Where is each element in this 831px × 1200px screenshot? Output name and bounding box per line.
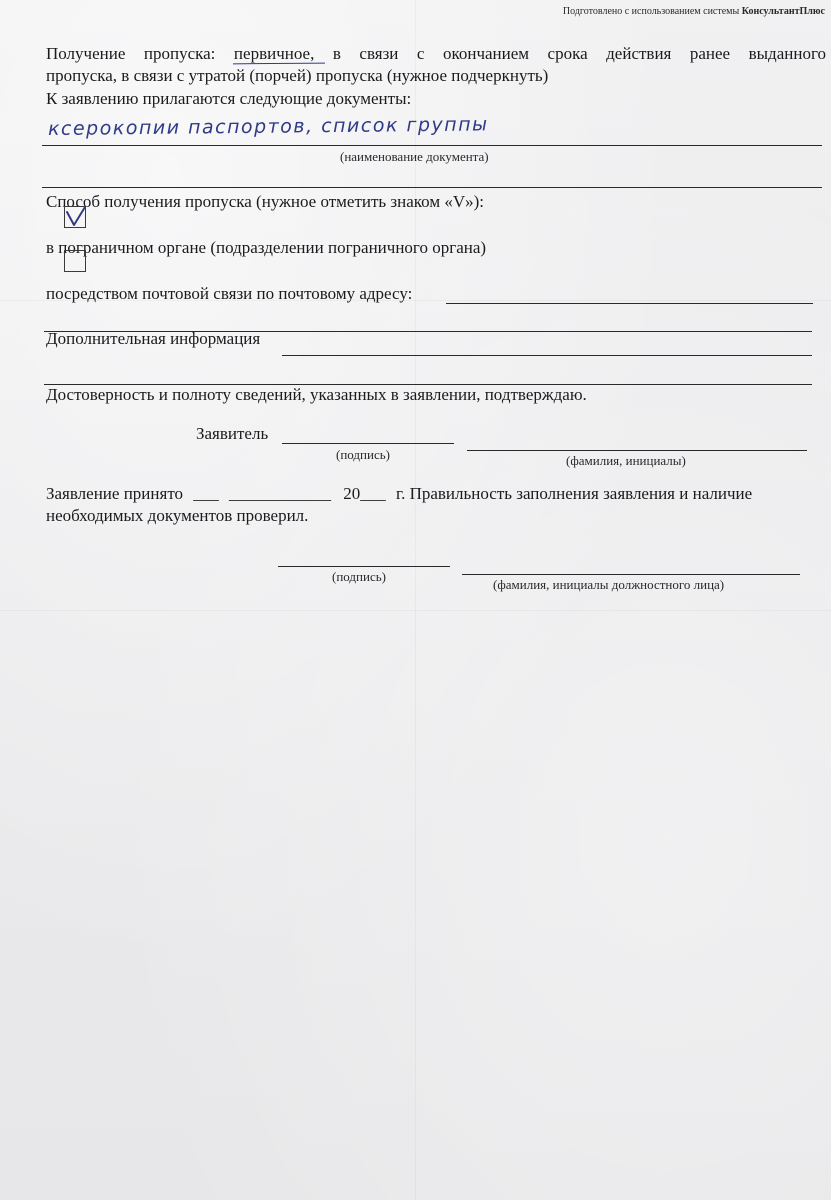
handwritten-underline	[233, 63, 325, 65]
additional-info-field-line[interactable]	[282, 355, 812, 356]
delivery-option-post: посредством почтовой связи по почтовому адресу:	[46, 284, 413, 303]
official-name-caption: (фамилия, инициалы должностного лица)	[493, 577, 725, 592]
applicant-signature-line[interactable]	[282, 443, 454, 444]
header-note	[563, 6, 825, 17]
pass-type-option-primary[interactable]: первичное,	[233, 44, 315, 63]
paper-crease	[415, 0, 416, 1200]
attachments-field-line	[42, 145, 822, 146]
delivery-option-border-office: в пограничном органе (подразделении пограничного органа)	[46, 238, 487, 257]
acceptance-line-1-rest: г. Правильность заполнения заявления и наличие	[396, 484, 753, 503]
attachments-label: К заявлению прилагаются следующие документы:	[46, 89, 412, 108]
applicant-name-caption: (фамилия, инициалы)	[566, 453, 686, 468]
pass-type-line-1	[46, 44, 826, 64]
applicant-signature-caption: (подпись)	[336, 447, 390, 462]
official-signature-line[interactable]	[278, 566, 450, 567]
checkmark-icon	[63, 203, 89, 229]
header-prepared-text: Подготовлено с использованием системы	[562, 6, 742, 17]
confirmation-text: Достоверность и полноту сведений, указанных в заявлении, подтверждаю.	[46, 385, 587, 404]
paper-crease	[0, 610, 831, 611]
checkbox-border-office[interactable]	[64, 206, 86, 228]
acceptance-year-prefix: 20	[343, 484, 361, 503]
applicant-name-line[interactable]	[467, 450, 807, 451]
pass-type-label: Получение пропуска:	[46, 44, 216, 63]
delivery-label: Способ получения пропуска (нужное отметить знаком «V»):	[46, 192, 485, 211]
acceptance-label: Заявление принято	[46, 484, 184, 503]
postal-address-field-line[interactable]	[446, 303, 813, 304]
additional-info-label: Дополнительная информация	[46, 329, 261, 348]
official-name-line[interactable]	[462, 574, 800, 575]
acceptance-day-blank[interactable]: ___	[193, 484, 219, 503]
acceptance-line-1	[46, 484, 752, 504]
checkbox-post[interactable]	[64, 250, 86, 272]
applicant-label: Заявитель	[196, 424, 269, 443]
acceptance-year-blank[interactable]: ___	[360, 484, 386, 503]
attachments-field-line-2	[42, 187, 822, 188]
attachments-caption: (наименование документа)	[340, 149, 489, 164]
pass-type-line-1-rest: в связи с окончанием срока действия ранее выданного	[332, 44, 827, 63]
pass-type-line-2: пропуска, в связи с утратой (порчей) пропуска (нужное подчеркнуть)	[46, 66, 549, 85]
acceptance-line-2: необходимых документов проверил.	[46, 506, 309, 525]
attachments-handwritten-value[interactable]: ксерокопии паспортов, список группы	[47, 113, 489, 140]
official-signature-caption: (подпись)	[332, 569, 386, 584]
header-brand: КонсультантПлюс	[741, 6, 825, 17]
acceptance-month-blank[interactable]: ____________	[229, 484, 332, 503]
